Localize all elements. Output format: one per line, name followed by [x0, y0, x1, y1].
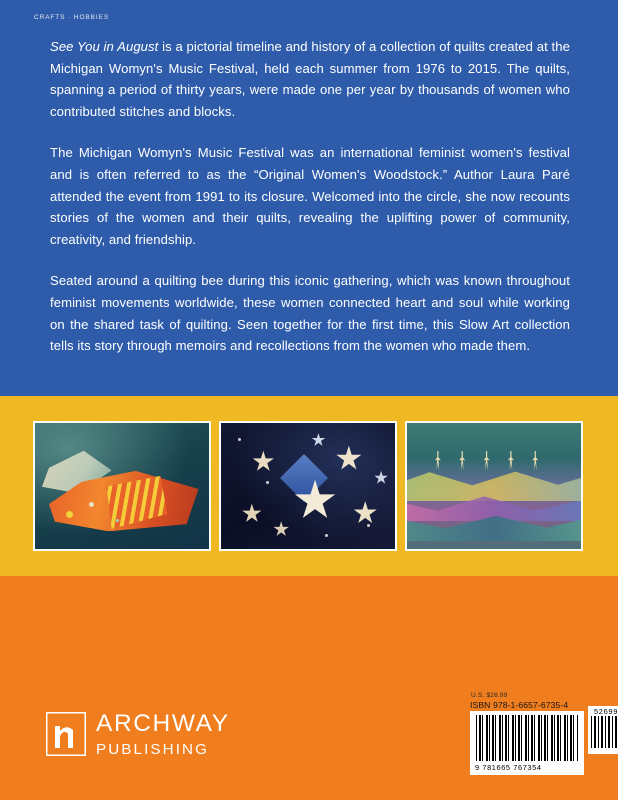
quilt-photo-2-speck — [238, 438, 241, 441]
quilt-photo-2-star — [252, 451, 274, 473]
quilt-photo-3-figure — [484, 451, 490, 471]
barcode-block — [470, 692, 618, 775]
book-title-italic: See You in August — [50, 39, 159, 54]
price-addon-bars — [591, 716, 618, 748]
quilt-photo-2-star — [353, 501, 377, 525]
quilt-photo-1 — [33, 421, 211, 551]
quilt-photo-2-star — [374, 471, 388, 485]
quilt-photo-2-star — [242, 504, 262, 524]
archway-logo-icon — [46, 712, 86, 756]
quilt-photo-row — [33, 421, 585, 551]
publisher-wordmark — [96, 712, 230, 757]
quilt-photo-2-speck — [325, 534, 328, 537]
ean-barcode — [470, 711, 584, 775]
publisher-name: ARCHWAY — [96, 710, 230, 737]
quilt-photo-3-figure — [435, 451, 441, 471]
quilt-photo-3 — [405, 421, 583, 551]
blurb-paragraph-1-rest: is a pictorial timeline and history of a collection of quilts created at the Michigan Womyn's Music Festival, held each summer from 1976 to 2015. The quilts, spanning a period of thirty years, were made one per year by thousands of women who contributed stitches and blocks. — [50, 39, 570, 119]
quilt-photo-3-figure — [508, 451, 514, 471]
back-cover-blurb — [50, 36, 570, 357]
price-addon-barcode — [588, 706, 618, 754]
quilt-photo-3-figure — [459, 451, 465, 471]
quilt-photo-2-speck — [367, 524, 370, 527]
quilt-photo-2-star — [311, 433, 325, 447]
quilt-photo-2-speck — [266, 481, 269, 484]
publisher-logo — [46, 712, 230, 757]
price-label: U.S. $26.99 — [471, 692, 508, 699]
price-addon-digits: 52699 — [594, 707, 618, 716]
ean-bars — [476, 715, 578, 761]
quilt-photo-2 — [219, 421, 397, 551]
quilt-photo-2-star — [273, 521, 289, 537]
blurb-paragraph-2: The Michigan Womyn's Music Festival was an international feminist women's festival and is often referred to as the “Original Women's Woodstock.” Author Laura Paré attended the event from 1991 to its closure. Welcomed into the circle, she now recounts stories of the women and their quilts, revealing the uplifting power of community, creativity, and friendship. — [50, 145, 570, 247]
category-label: CRAFTS · HOBBIES — [34, 14, 110, 21]
blurb-paragraph-1 — [50, 36, 570, 122]
ean-digits: 9 781665 767354 — [475, 763, 542, 772]
isbn-label: ISBN 978-1-6657-6735-4 — [470, 700, 569, 710]
quilt-photo-2-star — [336, 446, 362, 472]
quilt-photo-3-figure — [532, 451, 538, 471]
quilt-photo-3-band — [405, 468, 583, 501]
blurb-paragraph-3: Seated around a quilting bee during this iconic gathering, which was known throughout feminist movements worldwide, these women connected heart and soul while working on the shared task of quilting. Seen together for the first time, this Slow Art collection tells its story through memoirs and recollections from the women who made them. — [50, 273, 570, 354]
publisher-subtitle: PUBLISHING — [96, 740, 209, 758]
